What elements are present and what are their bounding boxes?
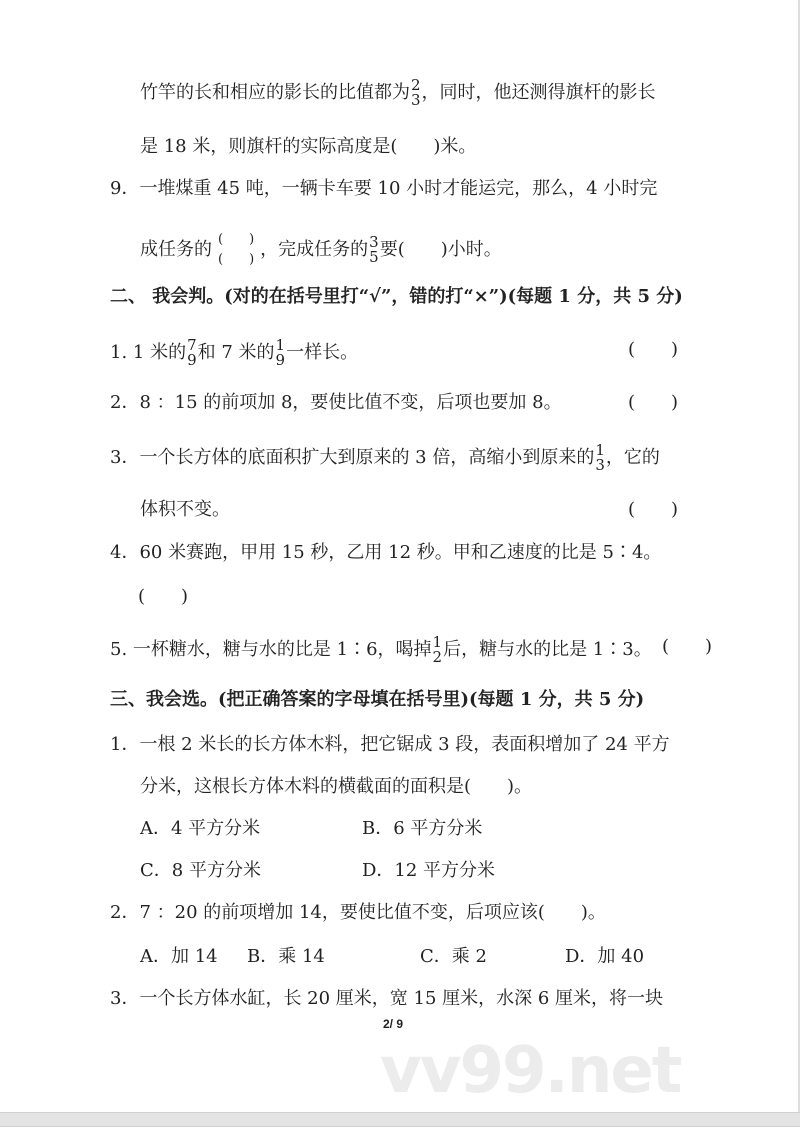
text: 1. 1 米的	[110, 342, 187, 363]
page-separator	[0, 1112, 800, 1127]
s2-q5	[110, 633, 652, 666]
fraction	[369, 235, 379, 265]
text: ，它的	[605, 447, 660, 468]
text: 要( )小时。	[379, 239, 502, 260]
s3-q1-line1: 1．一根 2 米长的长方体木料，把它锯成 3 段，表面积增加了 24 平方	[110, 734, 670, 755]
text: 竹竿的长和相应的影长的比值都为	[140, 82, 410, 103]
s2-q4: 4．60 米赛跑，甲用 15 秒，乙用 12 秒。甲和乙速度的比是 5∶4。	[110, 542, 662, 563]
blank-fraction	[218, 230, 254, 270]
text: 和 7 米的	[197, 342, 275, 363]
text: 5. 一杯糖水，糖与水的比是 1∶6，喝掉	[110, 639, 432, 660]
q9-line2	[140, 230, 502, 267]
q8-line2: 是 18 米，则旗杆的实际高度是( )米。	[140, 136, 477, 157]
option-a: A．加 14	[140, 946, 218, 967]
numerator: 1	[275, 336, 286, 354]
s2-q2: 2．8 ：15 的前项加 8，要使比值不变，后项也要加 8。	[110, 392, 562, 413]
denominator: 9	[275, 351, 286, 369]
q5-text	[110, 633, 652, 666]
option-b: B．乘 14	[247, 946, 325, 967]
option-d: D．12 平方分米	[362, 860, 496, 881]
s2-q3-line2: 体积不变。	[140, 499, 230, 520]
option-c: C．8 平方分米	[140, 860, 261, 881]
text: 一样长。	[286, 342, 359, 363]
text: 3．一个长方体的底面积扩大到原来的 3 倍，高缩小到原来的	[110, 447, 595, 468]
answer-blank: ( )	[138, 586, 189, 607]
denominator: 3	[595, 456, 605, 474]
numerator: 1	[595, 441, 605, 459]
watermark: vv99.net	[380, 1034, 681, 1108]
q8-line1	[140, 76, 656, 109]
denominator: 5	[369, 248, 379, 266]
text: ，同时，他还测得旗杆的影长	[421, 82, 656, 103]
text: 后，糖与水的比是 1∶3。	[443, 639, 652, 660]
answer-blank: ( )	[662, 636, 713, 657]
text: ，完成任务的	[260, 239, 369, 260]
option-d: D．加 40	[565, 946, 645, 967]
fraction	[276, 338, 286, 368]
denominator: 3	[411, 91, 421, 109]
numerator: 3	[369, 233, 379, 251]
answer-blank: ( )	[628, 499, 679, 520]
q9-line1: 9．一堆煤重 45 吨，一辆卡车要 10 小时才能运完，那么，4 小时完	[110, 178, 658, 199]
denominator: 9	[187, 351, 197, 369]
section3-title: 三、我会选。(把正确答案的字母填在括号里)(每题 1 分，共 5 分)	[110, 689, 645, 710]
option-b: B．6 平方分米	[362, 818, 483, 839]
s3-q3-line1: 3．一个长方体水缸，长 20 厘米，宽 15 厘米，水深 6 厘米，将一块	[110, 988, 664, 1009]
text: 成任务的	[140, 239, 212, 260]
section2-title: 二、 我会判。(对的在括号里打“√”，错的打“×”)(每题 1 分，共 5 分)	[110, 286, 683, 307]
numerator: 1	[432, 633, 443, 651]
fraction	[595, 443, 605, 473]
fraction	[187, 338, 197, 368]
option-a: A．4 平方分米	[140, 818, 261, 839]
s2-q3	[110, 441, 660, 474]
denominator: 2	[432, 648, 443, 666]
blank-denominator: ( )	[218, 252, 255, 267]
s3-q2-line1: 2．7 ：20 的前项增加 14，要使比值不变，后项应该( )。	[110, 902, 606, 923]
answer-blank: ( )	[628, 339, 679, 360]
fraction	[411, 78, 421, 108]
s2-q1	[110, 336, 359, 369]
numerator: 7	[187, 336, 197, 354]
numerator: 2	[411, 76, 421, 94]
answer-blank: ( )	[628, 392, 679, 413]
page-number: 2/ 9	[383, 1017, 404, 1031]
blank-numerator: ( )	[218, 232, 255, 247]
fraction	[433, 635, 443, 665]
s3-q1-line2: 分米，这根长方体木料的横截面的面积是( )。	[140, 776, 533, 797]
option-c: C．乘 2	[420, 946, 487, 967]
